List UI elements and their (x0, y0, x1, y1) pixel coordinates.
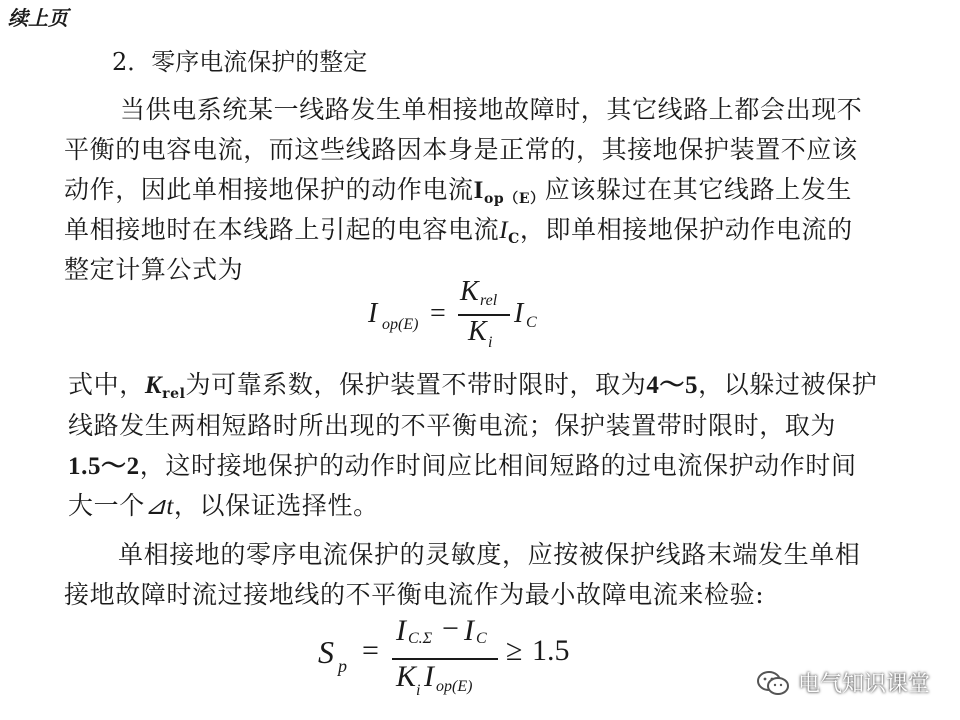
para1-line2: 平衡的电容电流，而这些线路因本身是正常的，其接地保护装置不应该 (64, 135, 858, 164)
iop-symbol: I (473, 177, 484, 204)
f2-num-subscript2: C (476, 630, 487, 647)
f1-num-subscript: rel (480, 292, 498, 309)
para1-line4-a: 单相接地时在本线路上引起的电容电流 (64, 215, 500, 244)
f2-den-symbol2: I (424, 660, 434, 693)
krel-symbol: K (144, 372, 163, 399)
para2-line2: 线路发生两相短路时所出现的不平衡电流；保护装置带时限时，取为 (68, 411, 837, 440)
f2-num-symbol2: I (464, 614, 474, 647)
f2-lhs-subscript: p (338, 656, 347, 676)
f2-geq: ≥ (506, 634, 523, 667)
iop-subscript: op（E） (483, 191, 545, 207)
f1-den-symbol: K (468, 316, 487, 347)
f2-den-subscript2: op(E) (436, 678, 473, 695)
f2-num-symbol1: I (396, 614, 406, 647)
para1-line4 (64, 210, 853, 247)
para2-line4 (68, 486, 379, 522)
f1-num-symbol: K (460, 276, 479, 307)
f1-rhs-subscript: C (526, 314, 537, 331)
krel-value-no-delay: 4～5 (646, 372, 699, 399)
para1-line5: 整定计算公式为 (64, 255, 244, 284)
f2-den-symbol1: K (396, 660, 417, 693)
wechat-icon (756, 669, 790, 697)
ic-subscript: C (508, 231, 520, 247)
f2-num-subscript1: C.Σ (408, 630, 433, 647)
para1-line1: 当供电系统某一线路发生单相接地故障时，其它线路上都会出现不 (120, 95, 863, 124)
watermark (756, 667, 930, 698)
formula-iop (360, 276, 560, 356)
para3-line2: 接地故障时流过接地线的不平衡电流作为最小故障电流来检验: (64, 580, 765, 609)
f2-minus: − (442, 612, 459, 645)
para1-line3-a: 动作，因此单相接地保护的动作电流 (64, 175, 474, 204)
para2-line4-b: ，以保证选择性。 (173, 491, 379, 520)
f2-den-subscript1: i (416, 682, 421, 699)
para2-line3 (68, 446, 857, 482)
f1-rhs-symbol: I (514, 298, 524, 329)
f1-den-subscript: i (488, 334, 493, 351)
f2-lhs-symbol: S (318, 634, 334, 670)
f1-lhs-subscript: op(E) (382, 316, 419, 333)
para2-line4-a: 大一个 (68, 491, 145, 520)
para2-line1 (68, 365, 877, 402)
f1-equals: = (430, 298, 446, 329)
f1-lhs-symbol: I (368, 298, 378, 329)
para2-line1-a: 式中， (68, 370, 145, 399)
f2-equals: = (362, 634, 379, 667)
para2-line1-c: ，以躲过被保护 (698, 370, 878, 399)
para1-line3-b: 应该躲过在其它线路上发生 (544, 175, 852, 204)
section-heading: 2．零序电流保护的整定 (112, 48, 368, 76)
krel-value-with-delay: 1.5～2 (68, 453, 140, 480)
para1-line3 (64, 170, 852, 208)
continued-label: 续上页 (8, 6, 68, 30)
watermark-text: 电气知识课堂 (797, 672, 930, 697)
f2-value: 1.5 (532, 634, 570, 667)
para1-line4-b: ，即单相接地保护动作电流的 (519, 215, 853, 244)
krel-subscript: rel (162, 386, 186, 402)
formula-sensitivity (316, 614, 616, 714)
para2-line1-b: 为可靠系数，保护装置不带时限时，取为 (185, 370, 647, 399)
delta-t-symbol: ⊿t (144, 493, 174, 520)
para2-line3-b: ，这时接地保护的动作时间应比相间短路的过电流保护动作时间 (139, 451, 857, 480)
ic-symbol: I (499, 217, 509, 244)
para3-line1: 单相接地的零序电流保护的灵敏度，应按被保护线路末端发生单相 (118, 540, 861, 569)
